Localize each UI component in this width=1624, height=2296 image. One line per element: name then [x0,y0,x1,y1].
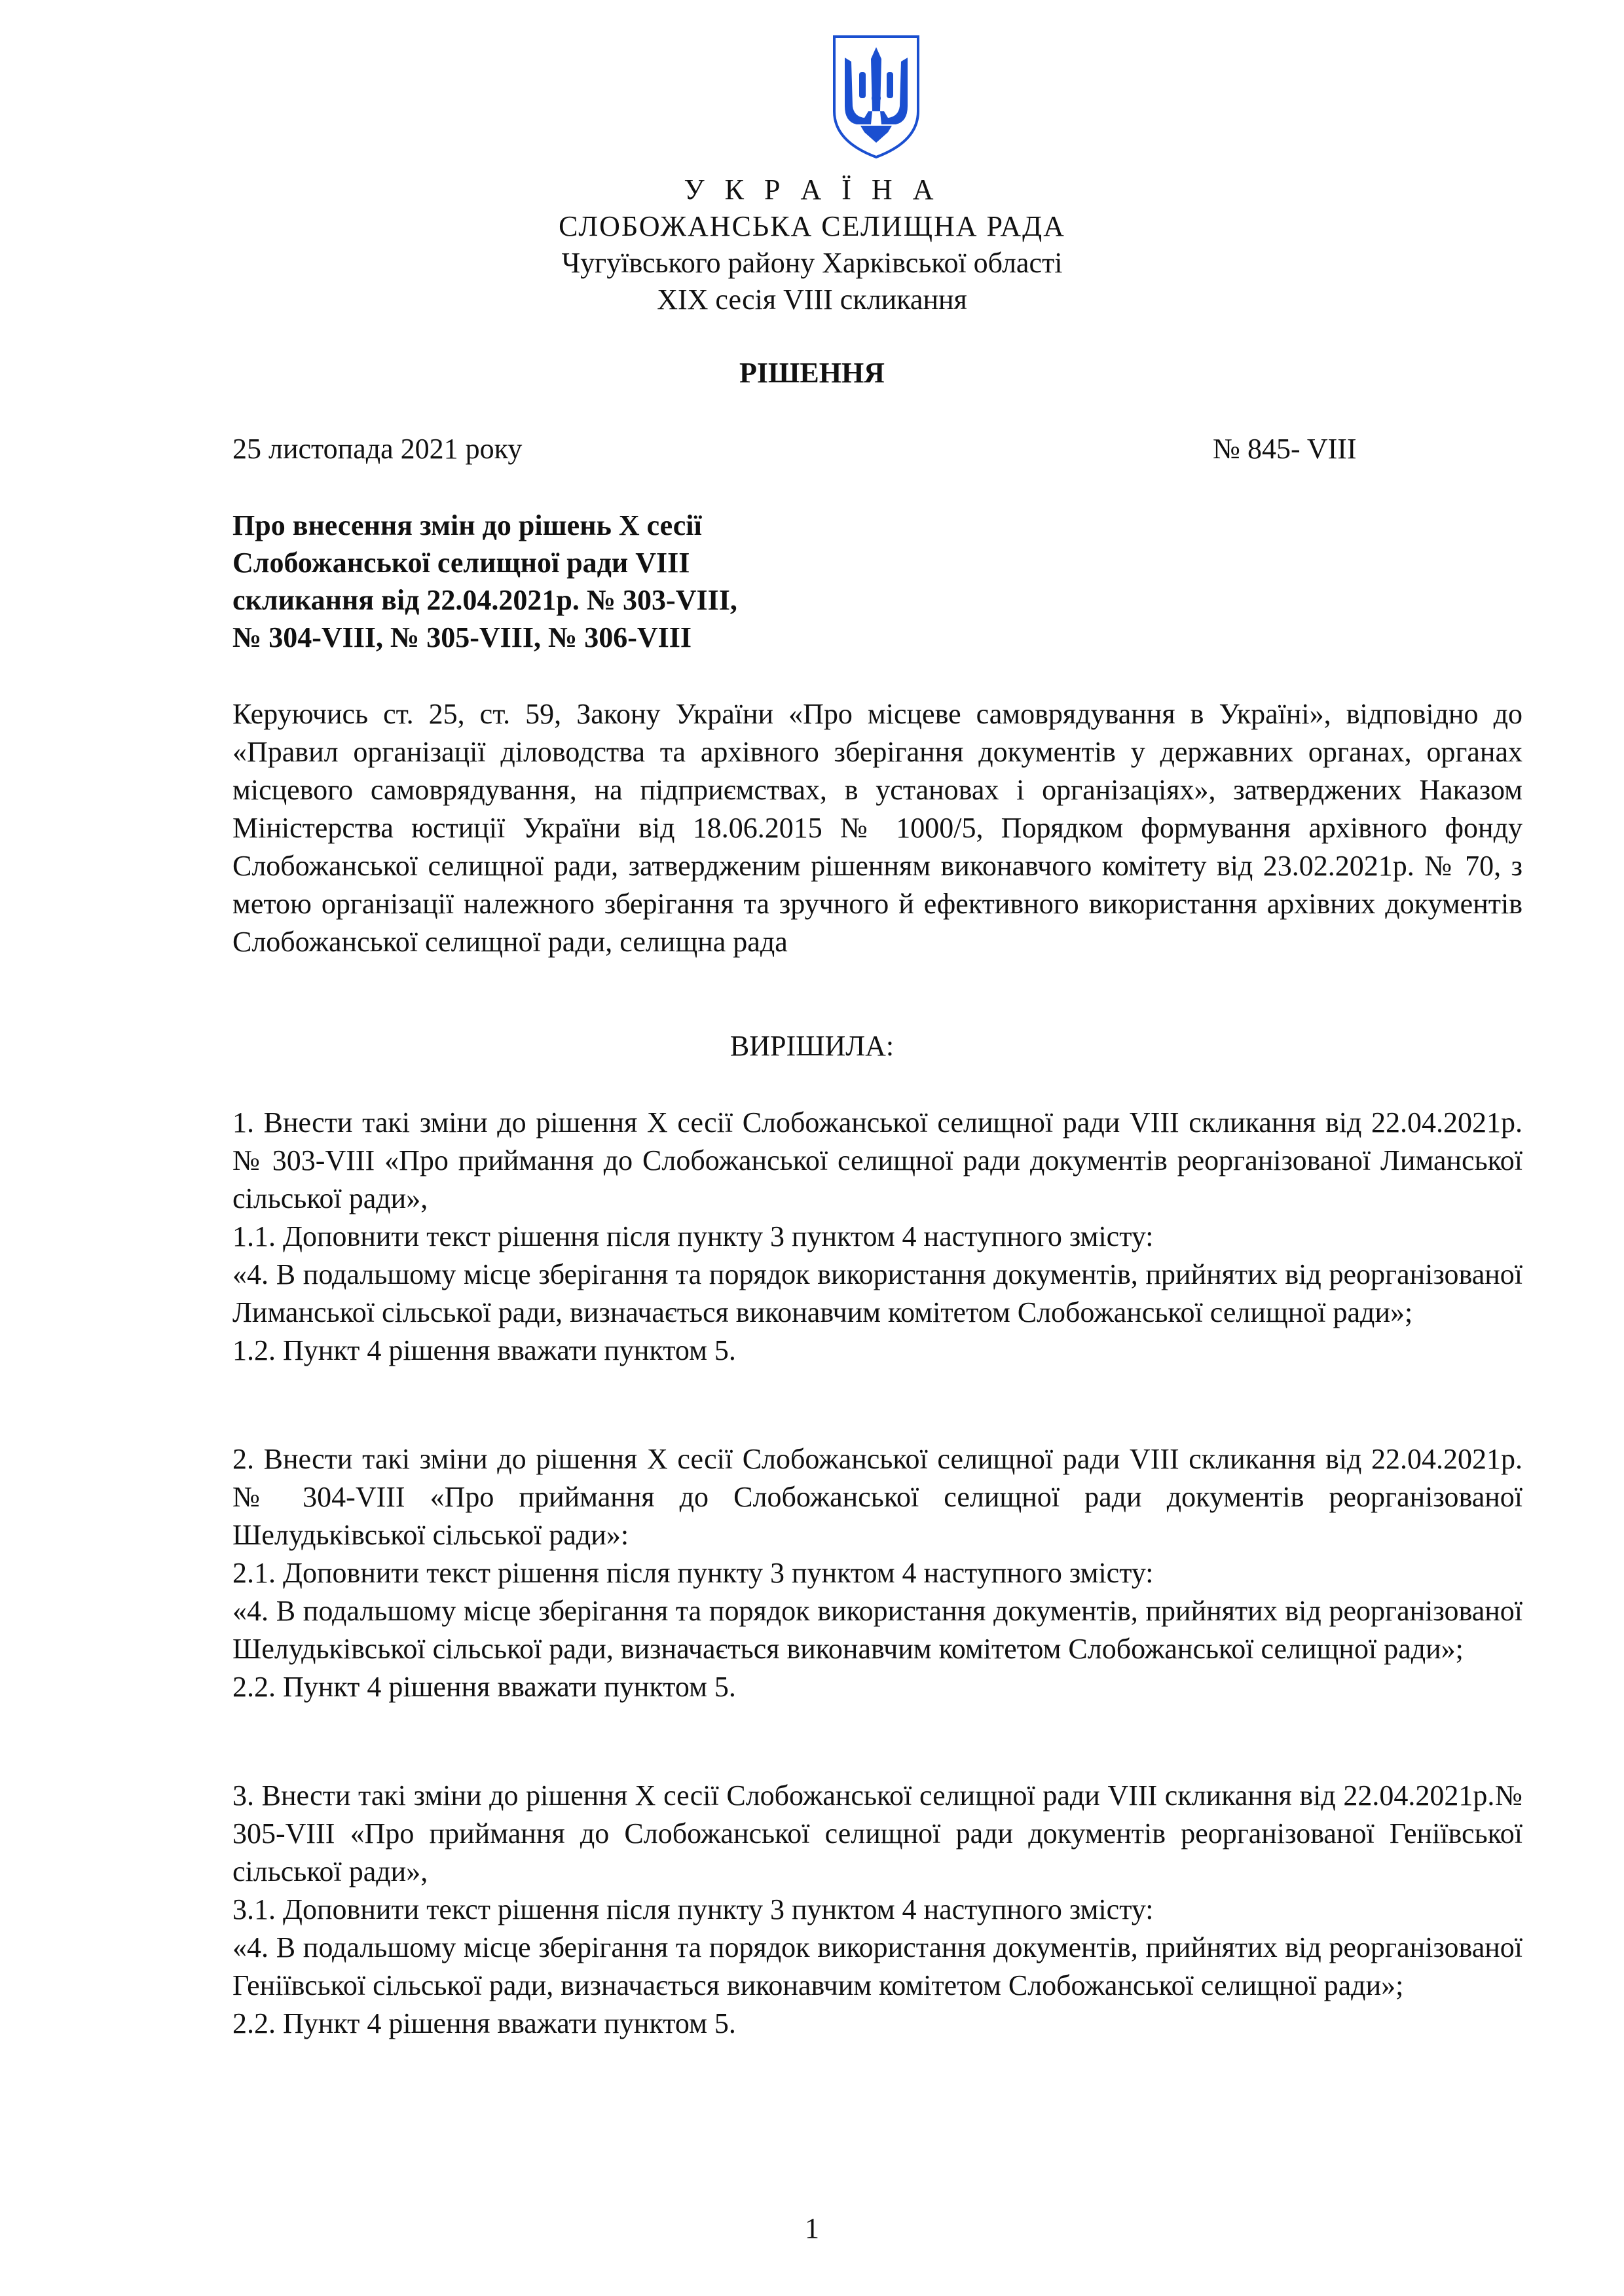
item-paragraph: 1.2. Пункт 4 рішення вважати пунктом 5. [232,1334,736,1366]
trident-coat-of-arms-icon [830,33,922,161]
document-type-heading: РІШЕННЯ [739,357,885,389]
subject-line: скликання від 22.04.2021р. № 303-VIII, [232,584,737,616]
resolution-item-1 [232,1104,1522,1370]
resolution-item-3 [232,1777,1522,2043]
resolved-label: ВИРІШИЛА: [729,1030,895,1062]
item-paragraph: 3.1. Доповнити текст рішення після пункту 3 пунктом 4 наступного змісту: [232,1893,1154,1925]
subject-line: № 304-VIII, № 305-VIII, № 306-VIII [232,621,692,653]
decision-number: № 845- VIII [1213,433,1357,465]
session-info: XIX сесія VIII скликання [657,283,967,316]
item-paragraph: 2.2. Пункт 4 рішення вважати пунктом 5. [232,2007,736,2039]
item-paragraph: 3. Внести такі зміни до рішення Х сесії Слобожанської селищної ради VIII скликання від 22.04.2021р.№ 305-VIII «Про приймання до Слобожанської селищної ради документів реорганізованої Геніївської сільської ради», [232,1779,1522,1887]
item-paragraph: «4. В подальшому місце зберігання та порядок використання документів, прийнятих від реорганізованої Лиманської сільської ради, визначається виконавчим комітетом Слобожанської селищної ради»; [232,1258,1522,1328]
resolution-item-2 [232,1440,1522,1706]
decision-date: 25 листопада 2021 року [232,433,523,465]
subject-line: Слобожанської селищної ради VIII [232,547,690,579]
subject-line: Про внесення змін до рішень Х сесії [232,509,702,541]
item-paragraph: «4. В подальшому місце зберігання та порядок використання документів, прийнятих від реорганізованої Шелудьківської сільської ради, визначається виконавчим комітетом Слобожанської селищної ради»; [232,1595,1522,1665]
decision-subject [232,507,887,656]
item-paragraph: «4. В подальшому місце зберігання та порядок використання документів, прийнятих від реорганізованої Геніївської сільської ради, визначається виконавчим комітетом Слобожанської селищної ради»; [232,1931,1522,2001]
council-name: СЛОБОЖАНСЬКА СЕЛИЩНА РАДА [559,210,1065,242]
item-paragraph: 2.2. Пункт 4 рішення вважати пунктом 5. [232,1671,736,1703]
item-paragraph: 1.1. Доповнити текст рішення після пункту 3 пунктом 4 наступного змісту: [232,1220,1154,1252]
item-paragraph: 2. Внести такі зміни до рішення Х сесії Слобожанської селищної ради VIII скликання від 22.04.2021р. № 304-VIII «Про приймання до Слобожанської селищної ради документів реорганізованої Шелудьківської сільської ради»: [232,1443,1522,1551]
page-number: 1 [805,2212,819,2244]
district-name: Чугуївського району Харківської області [561,247,1063,279]
country-name: У К Р А Ї Н А [684,173,940,206]
item-paragraph: 1. Внести такі зміни до рішення Х сесії Слобожанської селищної ради VIII скликання від 22.04.2021р. № 303-VIII «Про приймання до Слобожанської селищної ради документів реорганізованої Лиманської сільської ради», [232,1106,1522,1214]
item-paragraph: 2.1. Доповнити текст рішення після пункту 3 пунктом 4 наступного змісту: [232,1557,1154,1589]
preamble-paragraph: Керуючись ст. 25, ст. 59, Закону України «Про місцеве самоврядування в Україні», відповідно до «Правил організації діловодства та архівного зберігання документів у державних органах, органах місцевого самоврядування, на підприємствах, в установах і організаціях», затверджених Наказом Міністерства юстиції України від 18.06.2015 № 1000/5, Порядком формування архівного фонду Слобожанської селищної ради, затвердженим рішенням виконавчого комітету від 23.02.2021р. № 70, з метою організації належного зберігання та зручного й ефективного використання архівних документів Слобожанської селищної ради, селищна рада [232,698,1522,958]
